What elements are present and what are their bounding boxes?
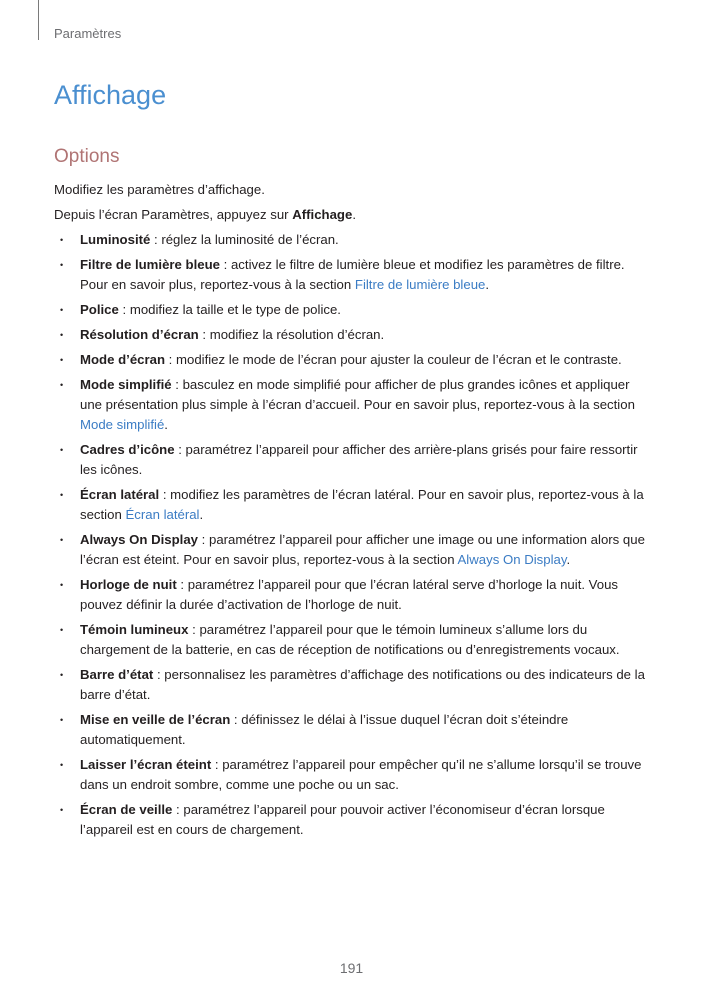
list-item <box>54 710 654 750</box>
item-text: : paramétrez l’appareil pour pouvoir activer l’économiseur d’écran lorsque l’appareil est en cours de chargement. <box>80 802 605 837</box>
list-item <box>54 530 654 570</box>
item-link[interactable]: Écran latéral <box>125 507 200 522</box>
item-term: Mode simplifié <box>80 377 172 392</box>
item-text: : paramétrez l’appareil pour que le témoin lumineux s’allume lors du chargement de la batterie, en cas de réception de notifications ou d’enregistrements vocaux. <box>80 622 620 657</box>
item-text: : basculez en mode simplifié pour afficher de plus grandes icônes et appliquer une présentation plus simple à l’écran d’accueil. Pour en savoir plus, reportez-vous à la section <box>80 377 635 412</box>
item-link[interactable]: Filtre de lumière bleue <box>354 277 486 292</box>
item-text: : paramétrez l’appareil pour empêcher qu’il ne s’allume lorsqu’il se trouve dans un endroit sombre, comme une poche ou un sac. <box>80 757 642 792</box>
item-text: : modifiez la résolution d’écran. <box>198 327 385 342</box>
options-heading: Options <box>54 146 120 167</box>
list-item <box>54 300 654 320</box>
item-term: Écran de veille <box>80 802 173 817</box>
item-text: : modifiez le mode de l’écran pour ajuster la couleur de l’écran et le contraste. <box>165 352 622 367</box>
list-item <box>54 350 654 370</box>
header-rule <box>38 0 39 40</box>
intro-text: Modifiez les paramètres d’affichage. <box>54 182 265 197</box>
item-term: Résolution d’écran <box>80 327 199 342</box>
item-link[interactable]: Always On Display <box>457 552 567 567</box>
content <box>54 180 654 845</box>
item-term: Témoin lumineux <box>80 622 189 637</box>
item-term: Police <box>80 302 119 317</box>
section-label: Paramètres <box>54 26 122 41</box>
instruction-text <box>54 205 654 225</box>
item-tail: . <box>566 552 571 567</box>
page-number: 191 <box>339 960 364 976</box>
item-text: : paramétrez l’appareil pour que l’écran latéral serve d’horloge la nuit. Vous pouvez définir la durée d’activation de l’horloge de nuit. <box>80 577 619 612</box>
page-title: Affichage <box>54 80 167 110</box>
instruction-after: . <box>352 207 356 222</box>
item-term: Écran latéral <box>80 487 160 502</box>
list-item <box>54 230 654 250</box>
options-list <box>54 230 654 840</box>
item-term: Cadres d’icône <box>80 442 175 457</box>
item-text: : activez le filtre de lumière bleue et modifiez les paramètres de filtre. Pour en savoir plus, reportez-vous à la section <box>80 257 625 292</box>
instruction-before: Depuis l’écran Paramètres, appuyez sur <box>54 207 293 222</box>
item-text: : paramétrez l’appareil pour afficher une image ou une information alors que l’écran est éteint. Pour en savoir plus, reportez-vous à la section <box>80 532 645 567</box>
list-item <box>54 485 654 525</box>
list-item <box>54 620 654 660</box>
instruction-term: Affichage <box>292 207 353 222</box>
item-term: Filtre de lumière bleue <box>80 257 220 272</box>
item-text: : modifiez la taille et le type de police. <box>118 302 341 317</box>
item-term: Mode d’écran <box>80 352 166 367</box>
item-text: : modifiez les paramètres de l’écran latéral. Pour en savoir plus, reportez-vous à la section <box>80 487 644 522</box>
list-item <box>54 575 654 615</box>
item-term: Luminosité <box>80 232 151 247</box>
list-item <box>54 800 654 840</box>
item-tail: . <box>164 417 168 432</box>
list-item <box>54 755 654 795</box>
item-tail: . <box>485 277 490 292</box>
item-tail: . <box>199 507 204 522</box>
item-text: : réglez la luminosité de l’écran. <box>150 232 339 247</box>
list-item <box>54 440 654 480</box>
list-item <box>54 325 654 345</box>
item-term: Horloge de nuit <box>80 577 177 592</box>
list-item <box>54 255 654 295</box>
list-item <box>54 665 654 705</box>
item-text: : définissez le délai à l’issue duquel l’écran doit s’éteindre automatiquement. <box>80 712 569 747</box>
item-text: : paramétrez l’appareil pour afficher des arrière-plans grisés pour faire ressortir les icônes. <box>80 442 638 477</box>
item-term: Barre d’état <box>80 667 154 682</box>
item-term: Always On Display <box>80 532 198 547</box>
item-link[interactable]: Mode simplifié <box>80 417 165 432</box>
item-term: Laisser l’écran éteint <box>80 757 212 772</box>
item-text: : personnalisez les paramètres d’affichage des notifications ou des indicateurs de la barre d’état. <box>80 667 645 702</box>
list-item <box>54 375 654 435</box>
item-term: Mise en veille de l’écran <box>80 712 231 727</box>
